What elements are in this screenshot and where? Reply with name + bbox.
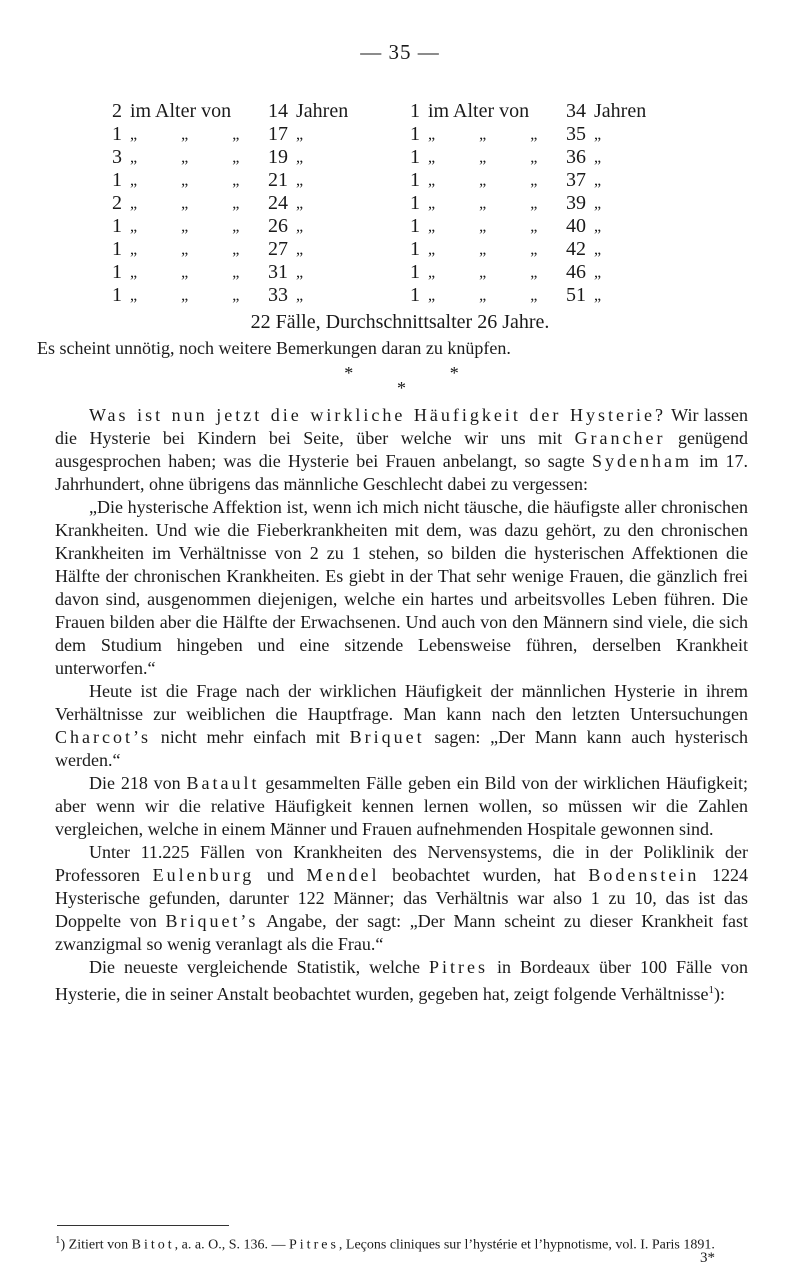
table-cell-pre2: „ „ „ <box>428 287 558 304</box>
quotation-paragraph: „Die hysterische Affektion ist, wenn ich mich nicht täusche, die häufigste aller chronischen Krankheiten. Und wie die Fieberkrankheiten mit dem, was dazu gehört, zu den chronischen Krankheiten im Verhältnisse von 2 zu 1 stehen, so bilden die hysterischen Affektionen die Hälfte der chronischen Krankheiten. Es giebt in der That sehr wenige Frauen, die gänzlich frei davon sind, ausgenommen diejenigen, welche ein hartes und arbeitsvolles Leben führen. Die Frauen bilden aber die Hälfte der Erwachsenen. Und auch von den Männern sind viele, die sich dem Studium hingeben und eine sitzende Lebensweise führen, derselben Krankheit unterworfen.“ <box>55 497 748 678</box>
table-row <box>112 100 664 123</box>
paragraph <box>55 404 748 496</box>
table-cell-pre1: „ „ „ <box>130 195 260 212</box>
person-name: Eulenburg <box>152 865 255 885</box>
table-cell-unit2: Jahren <box>594 100 647 122</box>
paragraph <box>55 841 748 956</box>
section-separator <box>55 363 748 398</box>
paragraph <box>55 956 748 1006</box>
table-cell-age2: 39 <box>566 192 586 214</box>
page-number: — 35 — <box>360 40 440 64</box>
footnote-mark: 1 <box>55 1234 61 1246</box>
table-cell-age2: 42 <box>566 238 586 260</box>
table-cell-n2: 1 <box>410 284 420 306</box>
table-cell-age1: 17 <box>268 123 288 145</box>
table-cell-unit1: „ <box>296 264 304 281</box>
text-run: , Leçons cliniques sur l’hystérie et l’hypnotisme, vol. I. Paris 1891. <box>338 1237 715 1253</box>
table-cell-unit2: „ <box>594 241 602 258</box>
paragraph <box>55 772 748 841</box>
table-cell-pre2: „ „ „ <box>428 241 558 258</box>
table-cell-n2: 1 <box>410 215 420 237</box>
text-run: in Bordeaux über 100 Fälle von Hysterie, die in seiner Anstalt beobachtet wurden, gegeben hat, zeigt folgende Verhältnisse <box>55 957 748 1004</box>
footnote <box>55 1231 748 1255</box>
table-cell-unit1: „ <box>296 195 304 212</box>
person-name: Briquet <box>349 727 425 747</box>
age-distribution-table <box>112 100 664 307</box>
table-cell-age2: 40 <box>566 215 586 237</box>
table-cell-pre2: „ „ „ <box>428 218 558 235</box>
table-cell-pre2: „ „ „ <box>428 149 558 166</box>
table-cell-age1: 26 <box>268 215 288 237</box>
text-run: Heute ist die Frage nach der wirklichen Häufigkeit der männlichen Hysterie in ihrem Verhältnisse zur weiblichen die Hauptfrage. Man kann nach den letzten Untersuchungen <box>55 681 748 724</box>
table-cell-pre1: „ „ „ <box>130 218 260 235</box>
table-cell-age1: 24 <box>268 192 288 214</box>
table-cell-unit2: „ <box>594 149 602 166</box>
table-row <box>112 261 664 284</box>
table-cell-age1: 21 <box>268 169 288 191</box>
text-run: nicht mehr einfach mit <box>151 727 350 747</box>
table-cell-unit1: „ <box>296 218 304 235</box>
table-cell-n1: 1 <box>112 284 122 306</box>
table-cell-n1: 3 <box>112 146 122 168</box>
person-name: Bitot <box>131 1237 175 1253</box>
table-row <box>112 146 664 169</box>
table-cell-pre1: im Alter von <box>130 100 232 122</box>
printer-signature: 3* <box>700 1250 715 1266</box>
body-text <box>37 337 749 1006</box>
person-name: Pitres <box>289 1237 339 1253</box>
text-run: Die 218 von <box>89 773 187 793</box>
table-cell-pre2: „ „ „ <box>428 264 558 281</box>
table-cell-n2: 1 <box>410 192 420 214</box>
table-cell-unit2: „ <box>594 218 602 235</box>
text-run: im 17. Jahrhundert, ohne übrigens das männliche Geschlecht dabei zu vergessen: <box>55 451 748 494</box>
table-cell-age1: 27 <box>268 238 288 260</box>
table-summary: 22 Fälle, Durchschnittsalter 26 Jahre. <box>250 311 550 333</box>
table-row <box>112 238 664 261</box>
person-name: Briquet’s <box>165 911 259 931</box>
person-name: Sydenham <box>591 451 692 471</box>
table-cell-unit2: „ <box>594 287 602 304</box>
person-name: Pitres <box>429 957 489 977</box>
table-cell-age1: 33 <box>268 284 288 306</box>
paragraph <box>55 680 748 772</box>
table-cell-unit1: „ <box>296 241 304 258</box>
paragraph: Es scheint unnötig, noch weitere Bemerkungen daran zu knüpfen. <box>37 338 511 358</box>
table-cell-unit2: „ <box>594 172 602 189</box>
table-cell-n2: 1 <box>410 169 420 191</box>
spaced-question: Was ist nun jetzt die wirkliche Häufigkeit der Hysterie? <box>89 405 666 425</box>
table-cell-unit2: „ <box>594 126 602 143</box>
person-name: Grancher <box>574 428 666 448</box>
table-cell-n2: 1 <box>410 261 420 283</box>
table-cell-age1: 19 <box>268 146 288 168</box>
table-row <box>112 284 664 307</box>
table-cell-n1: 2 <box>112 100 122 122</box>
table-cell-n2: 1 <box>410 123 420 145</box>
person-name: Batault <box>186 773 260 793</box>
table-cell-age2: 37 <box>566 169 586 191</box>
table-row <box>112 192 664 215</box>
table-cell-n2: 1 <box>410 100 420 122</box>
table-cell-age2: 36 <box>566 146 586 168</box>
table-cell-age2: 51 <box>566 284 586 306</box>
table-cell-n1: 1 <box>112 238 122 260</box>
footnote-reference: 1 <box>708 984 714 996</box>
table-cell-n1: 2 <box>112 192 122 214</box>
table-row <box>112 123 664 146</box>
table-cell-unit1: „ <box>296 126 304 143</box>
table-cell-n1: 1 <box>112 123 122 145</box>
footnote-divider <box>57 1225 229 1226</box>
separator-stars-bottom: * <box>397 378 406 398</box>
separator-stars-top: * * <box>344 363 505 383</box>
table-cell-unit1: „ <box>296 287 304 304</box>
text-run: ): <box>713 984 725 1004</box>
text-run: Angabe, der sagt: „Der Mann scheint zu dieser Krankheit fast zwanzigmal so wenig veranlagt als die Frau.“ <box>55 911 748 954</box>
table-cell-n2: 1 <box>410 238 420 260</box>
table-cell-age1: 31 <box>268 261 288 283</box>
table-cell-pre1: „ „ „ <box>130 264 260 281</box>
table-cell-n1: 1 <box>112 215 122 237</box>
table-cell-unit1: „ <box>296 172 304 189</box>
text-run: gesammelten Fälle geben ein Bild von der wirklichen Häufigkeit; aber wenn wir die relative Häufigkeit kennen lernen wollen, so müssen wir die Zahlen vergleichen, welche in einem Männer und Frauen aufnehmenden Hospitale gewonnen sind. <box>55 773 748 839</box>
text-run: sagen: „Der Mann kann auch hysterisch werden.“ <box>55 727 748 770</box>
table-cell-n1: 1 <box>112 261 122 283</box>
person-name: Charcot’s <box>55 727 151 747</box>
table-row <box>112 169 664 192</box>
table-cell-pre1: „ „ „ <box>130 287 260 304</box>
table-cell-pre1: „ „ „ <box>130 149 260 166</box>
table-cell-pre1: „ „ „ <box>130 241 260 258</box>
text-run: Die neueste vergleichende Statistik, welche <box>89 957 430 977</box>
table-cell-age1: 14 <box>268 100 288 122</box>
table-cell-n1: 1 <box>112 169 122 191</box>
table-cell-age2: 34 <box>566 100 586 122</box>
text-run: , a. a. O., S. 136. — <box>174 1237 289 1253</box>
person-name: Bodenstein <box>588 865 700 885</box>
text-run: Unter 11.225 Fällen von Krankheiten des Nervensystems, die in der Poliklinik der Professoren <box>55 842 748 885</box>
text-run: und <box>254 865 307 885</box>
text-run: genügend ausgesprochen haben; was die Hysterie bei Frauen anbelangt, so sagte <box>55 428 748 471</box>
table-cell-pre2: „ „ „ <box>428 126 558 143</box>
person-name: Mendel <box>306 865 380 885</box>
table-cell-unit2: „ <box>594 195 602 212</box>
table-cell-unit2: „ <box>594 264 602 281</box>
table-cell-pre2: „ „ „ <box>428 172 558 189</box>
table-row <box>112 215 664 238</box>
table-cell-pre1: „ „ „ <box>130 172 260 189</box>
table-cell-age2: 46 <box>566 261 586 283</box>
text-run: beobachtet wurden, hat <box>379 865 589 885</box>
table-cell-pre2: im Alter von <box>428 100 530 122</box>
table-cell-pre1: „ „ „ <box>130 126 260 143</box>
text-run: ) Zitiert von <box>60 1237 132 1253</box>
table-cell-unit1: Jahren <box>296 100 349 122</box>
text-run: 1224 Hysterische gefunden, darunter 122 Männer; das Verhältnis war also 1 zu 10, das ist das Doppelte von <box>55 865 749 931</box>
table-cell-unit1: „ <box>296 149 304 166</box>
table-cell-pre2: „ „ „ <box>428 195 558 212</box>
table-cell-age2: 35 <box>566 123 586 145</box>
table-cell-n2: 1 <box>410 146 420 168</box>
text-run: Wir lassen die Hysterie bei Kindern bei Seite, über welche wir uns mit <box>55 405 748 448</box>
